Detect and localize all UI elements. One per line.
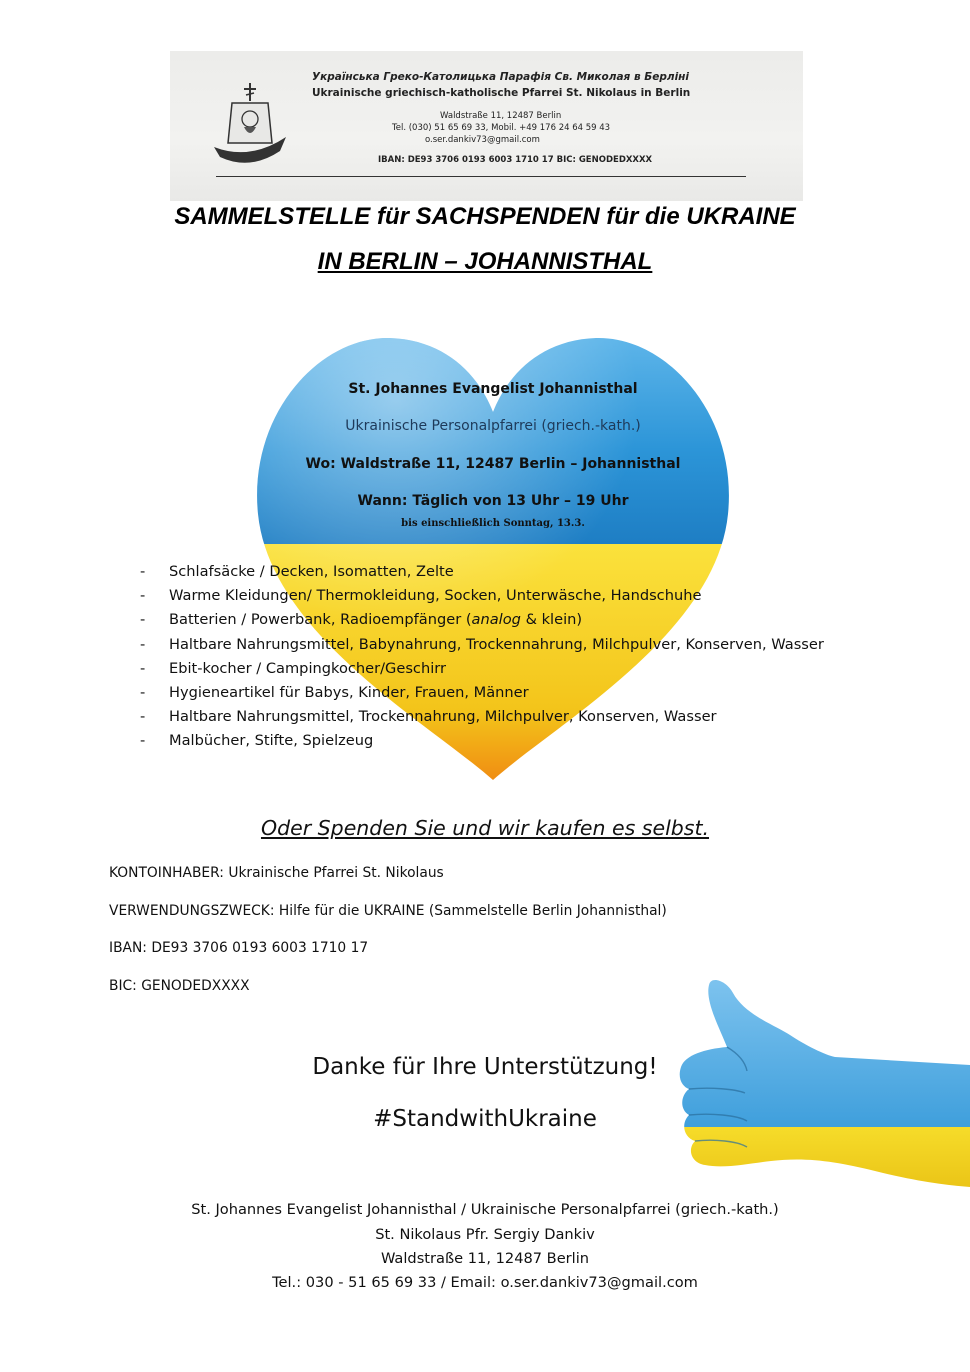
page-subtitle: IN BERLIN – JOHANNISTHAL — [317, 248, 653, 275]
bic: BIC: GENODEDXXXX — [109, 978, 250, 994]
heart-parish: Ukrainische Personalpfarrei (griech.-kath.) — [345, 418, 641, 434]
letterhead-email: o.ser.dankiv73@gmail.com — [425, 135, 540, 145]
list-item: - Haltbare Nahrungsmittel, Babynahrung, Trockennahrung, Milchpulver, Konserven, Wasser — [140, 635, 824, 653]
letterhead-rule — [216, 176, 746, 177]
list-item: - Haltbare Nahrungsmittel, Trockennahrung, Milchpulver, Konserven, Wasser — [140, 708, 717, 726]
letterhead-ukrainian-name: Українська Греко-Католицька Парафія Св. Миколая в Берліні — [312, 71, 690, 83]
page-title: SAMMELSTELLE für SACHSPENDEN für die UKRAINE — [174, 203, 796, 230]
thank-you-text: Danke für Ihre Unterstützung! — [312, 1054, 658, 1080]
footer-priest: St. Nikolaus Pfr. Sergiy Dankiv — [375, 1226, 595, 1243]
list-item: - Malbücher, Stifte, Spielzeug — [140, 732, 374, 750]
letterhead — [170, 51, 803, 201]
list-item: - Schlafsäcke / Decken, Isomatten, Zelte — [140, 563, 454, 580]
letterhead-bank: IBAN: DE93 3706 0193 6003 1710 17 BIC: GENODEDXXXX — [378, 155, 653, 165]
heart-opening-hours: Wann: Täglich von 13 Uhr – 19 Uhr — [357, 493, 629, 509]
church-ship-logo — [210, 81, 290, 176]
donate-heading: Oder Spenden Sie und wir kaufen es selbst. — [260, 816, 710, 840]
list-item: - Warme Kleidungen/ Thermokleidung, Socken, Unterwäsche, Handschuhe — [140, 587, 702, 605]
account-holder: KONTOINHABER: Ukrainische Pfarrei St. Nikolaus — [109, 865, 444, 881]
letterhead-phone: Tel. (030) 51 65 69 33, Mobil. +49 176 24 64 59 43 — [392, 123, 611, 133]
hashtag: #StandwithUkraine — [373, 1106, 597, 1132]
iban: IBAN: DE93 3706 0193 6003 1710 17 — [109, 940, 369, 956]
footer-contact: Tel.: 030 - 51 65 69 33 / Email: o.ser.dankiv73@gmail.com — [272, 1274, 698, 1291]
heart-location: Wo: Waldstraße 11, 12487 Berlin – Johannisthal — [305, 456, 681, 472]
heart-church-name: St. Johannes Evangelist Johannisthal — [348, 381, 638, 397]
letterhead-address: Waldstraße 11, 12487 Berlin — [440, 111, 562, 121]
list-item: - Hygieneartikel für Babys, Kinder, Frauen, Männer — [140, 683, 529, 701]
list-item: - Ebit-kocher / Campingkocher/Geschirr — [140, 659, 447, 677]
donation-items-list — [140, 560, 824, 754]
thumbs-up-icon — [675, 975, 970, 1197]
payment-purpose: VERWENDUNGSZWECK: Hilfe für die UKRAINE (Sammelstelle Berlin Johannisthal) — [109, 903, 667, 919]
list-item: - Batterien / Powerbank, Radioempfänger (analog & klein) — [140, 611, 583, 629]
footer-church: St. Johannes Evangelist Johannisthal / Ukrainische Personalpfarrei (griech.-kath.) — [191, 1201, 779, 1218]
letterhead-german-name: Ukrainische griechisch-katholische Pfarrei St. Nikolaus in Berlin — [312, 87, 691, 99]
footer-address: Waldstraße 11, 12487 Berlin — [380, 1250, 590, 1267]
heart-until-date: bis einschließlich Sonntag, 13.3. — [401, 518, 585, 529]
